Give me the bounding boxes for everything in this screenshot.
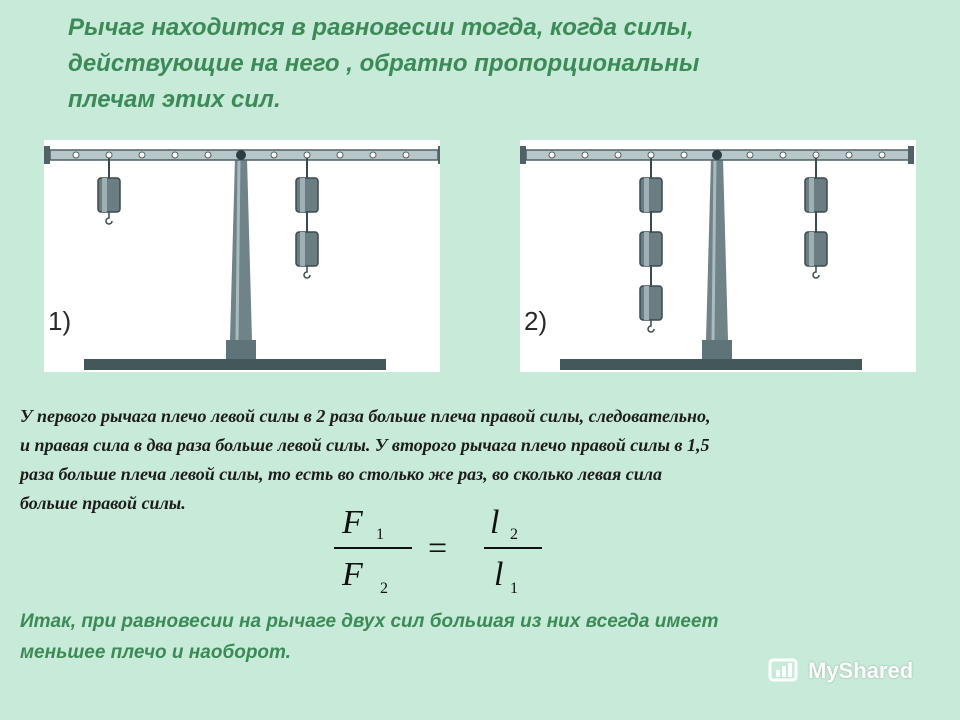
formula-l2: l	[490, 504, 500, 541]
explanation-line-4: больше правой силы.	[20, 493, 186, 513]
formula-left-fraction-bar	[334, 547, 412, 549]
explanation-line-3: раза больше плеча левой силы, то есть во столько же раз, во сколько левая сила	[20, 464, 662, 484]
formula-l1-sub: 1	[510, 580, 518, 597]
figure-1-label: 1)	[48, 306, 72, 336]
heading-line-1: Рычаг находится в равновесии тогда, когда силы,	[68, 14, 694, 41]
stand-pole	[706, 158, 728, 340]
right-weight-stack	[296, 158, 318, 278]
formula-l1: l	[494, 556, 504, 593]
lever-figure-1	[44, 140, 440, 372]
myshared-logo-icon	[768, 656, 802, 686]
stand-foot	[702, 340, 732, 359]
stand-pole	[230, 158, 252, 340]
lever-2-svg	[520, 140, 916, 372]
lever-formula	[330, 506, 550, 602]
formula-f1: F	[342, 504, 363, 541]
beam-end-right	[438, 146, 440, 164]
explanation-text	[20, 402, 950, 518]
right-weight-stack	[805, 158, 827, 278]
left-weight-stack	[98, 158, 120, 224]
stand-base	[84, 359, 386, 370]
stand-base	[560, 359, 862, 370]
myshared-watermark	[768, 656, 913, 686]
stand-foot	[226, 340, 256, 359]
pivot	[712, 150, 722, 160]
explanation-line-2: и правая сила в два раза больше левой силы. У второго рычага плечо правой силы в 1,5	[20, 435, 710, 455]
formula-f2-sub: 2	[380, 580, 388, 597]
lever-figure-2	[520, 140, 916, 372]
formula-f2: F	[342, 556, 363, 593]
beam-end-left	[520, 146, 526, 164]
heading-line-3: плечам этих сил.	[68, 86, 281, 113]
heading	[68, 10, 828, 118]
formula-equals: =	[428, 530, 448, 567]
beam-end-right	[908, 146, 914, 164]
lever-1-svg	[44, 140, 440, 372]
conclusion-line-2: меньшее плечо и наоборот.	[20, 642, 291, 663]
left-weight-stack	[640, 158, 662, 332]
formula-l2-sub: 2	[510, 526, 518, 543]
formula-right-fraction-bar	[484, 547, 542, 549]
heading-line-2: действующие на него , обратно пропорциональны	[68, 50, 700, 77]
beam-end-left	[44, 146, 50, 164]
figure-2-label: 2)	[524, 306, 548, 336]
explanation-line-1: У первого рычага плечо левой силы в 2 раза больше плеча правой силы, следовательно,	[20, 406, 711, 426]
pivot	[236, 150, 246, 160]
conclusion-line-1: Итак, при равновесии на рычаге двух сил большая из них всегда имеет	[20, 611, 719, 632]
watermark-text: MyShared	[808, 658, 914, 683]
formula-f1-sub: 1	[376, 526, 384, 543]
